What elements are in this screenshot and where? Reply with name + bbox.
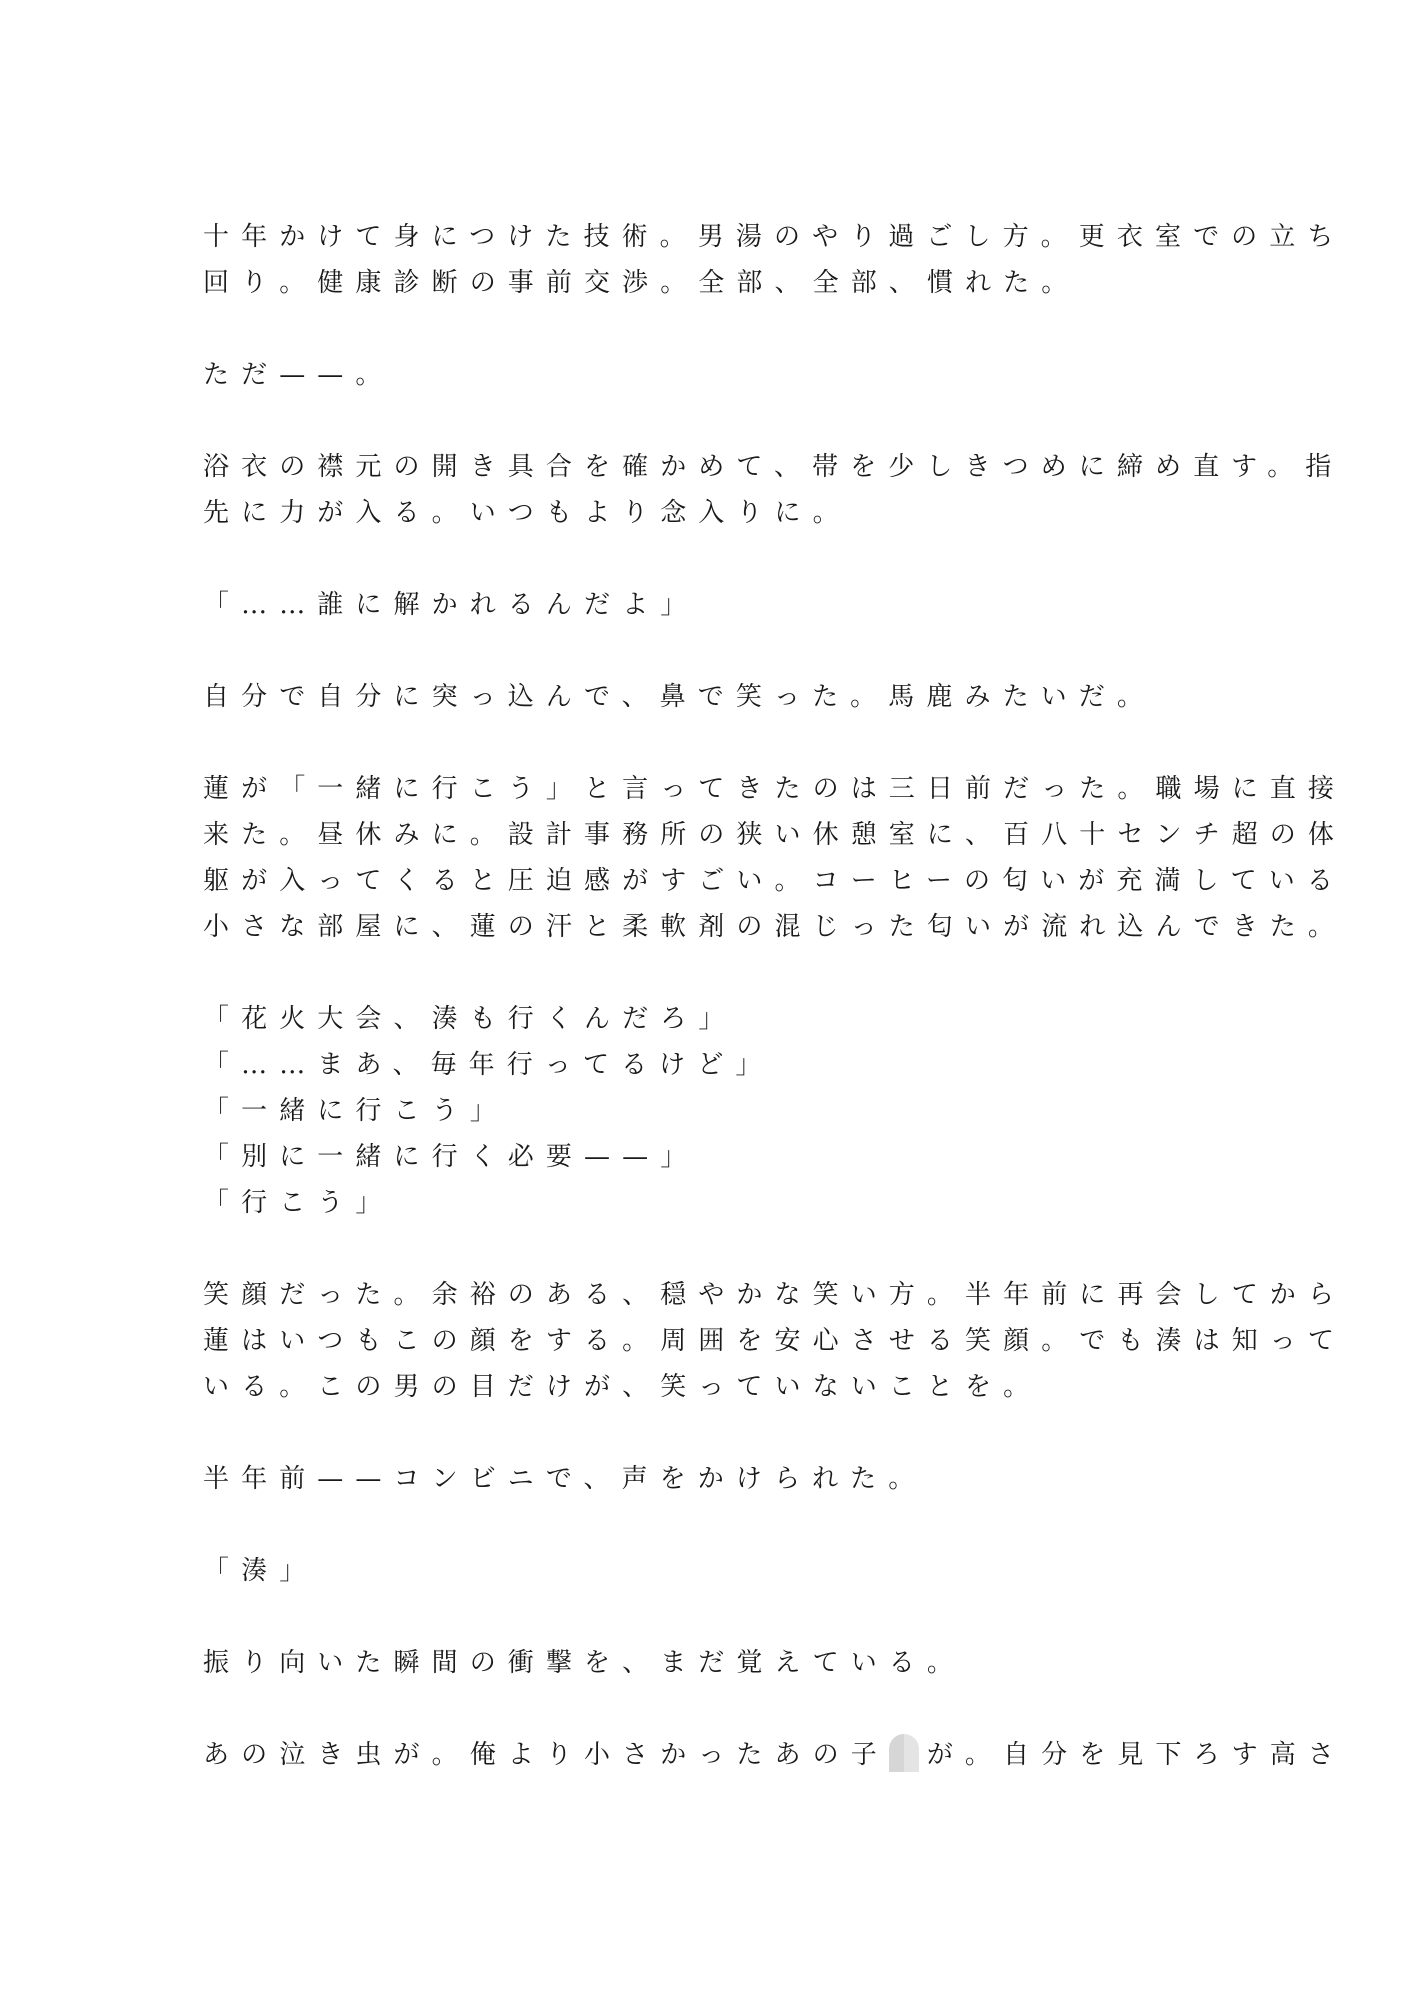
dialogue-line: 「……誰に解かれるんだよ」 (203, 590, 699, 620)
text-line: ただ——。 (203, 360, 394, 390)
paragraph-spacer (203, 1686, 1163, 1732)
redaction-blur (889, 1734, 919, 1772)
text-line: いる。この男の目だけが、笑っていないことを。 (203, 1372, 1042, 1402)
text-line (203, 1732, 1346, 1778)
paragraph-spacer (203, 306, 1163, 352)
dialogue-line: 「行こう」 (203, 1188, 394, 1218)
paragraph-spacer (203, 628, 1163, 674)
text-fragment: が。自分を見下ろす高さ (926, 1740, 1346, 1770)
text-line: 半年前——コンビニで、声をかけられた。 (203, 1464, 927, 1494)
text-line: 回り。健康診断の事前交渉。全部、全部、慣れた。 (203, 268, 1080, 298)
paragraph-spacer (203, 1226, 1163, 1272)
text-line: 十年かけて身につけた技術。男湯のやり過ごし方。更衣室での立ち (203, 222, 1346, 252)
dialogue-1 (203, 582, 1163, 628)
text-line: 蓮はいつもこの顔をする。周囲を安心させる笑顔。でも湊は知って (203, 1326, 1347, 1356)
paragraph-spacer (203, 398, 1163, 444)
text-line: 自分で自分に突っ込んで、鼻で笑った。馬鹿みたいだ。 (203, 682, 1155, 712)
paragraph-8 (203, 1640, 1163, 1686)
text-line: 振り向いた瞬間の衝撃を、まだ覚えている。 (203, 1648, 966, 1678)
dialogue-line: 「……まあ、毎年行ってるけど」 (203, 1050, 774, 1080)
paragraph-spacer (203, 1410, 1163, 1456)
paragraph-spacer (203, 1502, 1163, 1548)
paragraph-1 (203, 214, 1346, 306)
text-line: 躯が入ってくると圧迫感がすごい。コーヒーの匂いが充満している (203, 866, 1345, 896)
text-line: 来た。昼休みに。設計事務所の狭い休憩室に、百八十センチ超の体 (203, 820, 1347, 850)
dialogue-block (203, 996, 1163, 1226)
text-line: 小さな部屋に、蓮の汗と柔軟剤の混じった匂いが流れ込んできた。 (203, 912, 1347, 942)
paragraph-2 (203, 352, 1163, 398)
dialogue-line: 「一緒に行こう」 (203, 1096, 508, 1126)
paragraph-3 (203, 444, 1344, 536)
dialogue-line: 「湊」 (203, 1556, 318, 1586)
paragraph-9 (203, 1732, 1346, 1778)
text-line: 先に力が入る。いつもより念入りに。 (203, 498, 851, 528)
paragraph-spacer (203, 720, 1163, 766)
paragraph-spacer (203, 1594, 1163, 1640)
paragraph-4 (203, 674, 1163, 720)
text-fragment: あの泣き虫が。俺より小さかったあの子 (203, 1740, 889, 1770)
paragraph-spacer (203, 950, 1163, 996)
paragraph-5 (203, 766, 1347, 950)
text-line: 蓮が「一緒に行こう」と言ってきたのは三日前だった。職場に直接 (203, 774, 1347, 804)
text-line: 笑顔だった。余裕のある、穏やかな笑い方。半年前に再会してから (203, 1280, 1347, 1310)
dialogue-line: 「花火大会、湊も行くんだろ」 (203, 1004, 737, 1034)
document-page (203, 214, 1347, 1778)
text-line: 浴衣の襟元の開き具合を確かめて、帯を少しきつめに締め直す。指 (203, 452, 1344, 482)
paragraph-7 (203, 1456, 1163, 1502)
paragraph-spacer (203, 536, 1163, 582)
paragraph-6 (203, 1272, 1347, 1410)
dialogue-2 (203, 1548, 1163, 1594)
dialogue-line: 「別に一緒に行く必要——」 (203, 1142, 699, 1172)
